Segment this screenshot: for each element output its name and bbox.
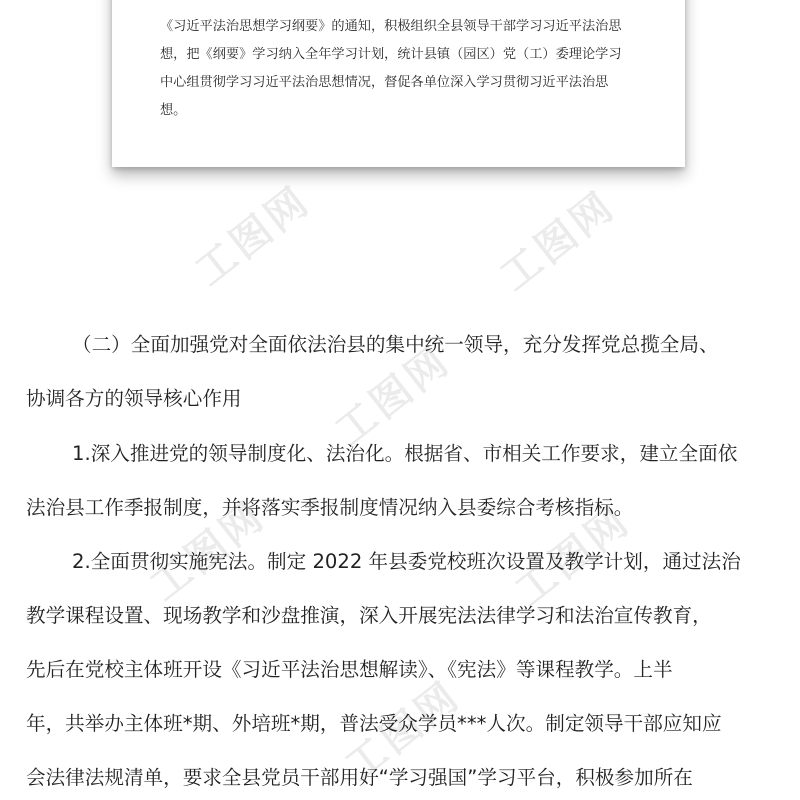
section-heading-cont: 协调各方的领导核心作用 [26, 387, 242, 410]
card-text-line: 想。 [160, 103, 187, 118]
paragraph-line: 先后在党校主体班开设《习近平法治思想解读》、《宪法》等课程教学。上半 [26, 658, 673, 681]
paragraph-line: 年，共举办主体班*期、外培班*期，普法受众学员***人次。制定领导干部应知应 [26, 712, 722, 735]
watermark: 工图网 [491, 182, 625, 301]
watermark: 工图网 [506, 497, 640, 616]
excerpt-card [112, 0, 685, 167]
paragraph-line: 2.全面贯彻实施宪法。制定 2022 年县委党校班次设置及教学计划，通过法治 [72, 550, 741, 573]
card-text-line: 想，把《纲要》学习纳入全年学习计划，统计县镇（园区）党（工）委理论学习 [160, 47, 622, 62]
paragraph-line: 教学课程设置、现场教学和沙盘推演，深入开展宪法法律学习和法治宣传教育， [26, 604, 712, 627]
watermark: 工图网 [141, 492, 275, 611]
watermark: 工图网 [186, 177, 320, 296]
paragraph-line: 法治县工作季报制度，并将落实季报制度情况纳入县委综合考核指标。 [26, 496, 634, 519]
watermark: 工图网 [336, 672, 470, 791]
card-text-line: 中心组贯彻学习习近平法治思想情况，督促各单位深入学习贯彻习近平法治思 [160, 75, 609, 90]
card-text-line: 《习近平法治思想学习纲要》的通知，积极组织全县领导干部学习习近平法治思 [160, 19, 622, 34]
section-heading: （二）全面加强党对全面依法治县的集中统一领导，充分发挥党总揽全局、 [72, 333, 719, 356]
paragraph-line: 会法律法规清单，要求全县党员干部用好“学习强国”学习平台，积极参加所在 [26, 766, 693, 789]
watermark: 工图网 [326, 337, 460, 456]
paragraph-line: 1.深入推进党的领导制度化、法治化。根据省、市相关工作要求，建立全面依 [72, 442, 738, 465]
